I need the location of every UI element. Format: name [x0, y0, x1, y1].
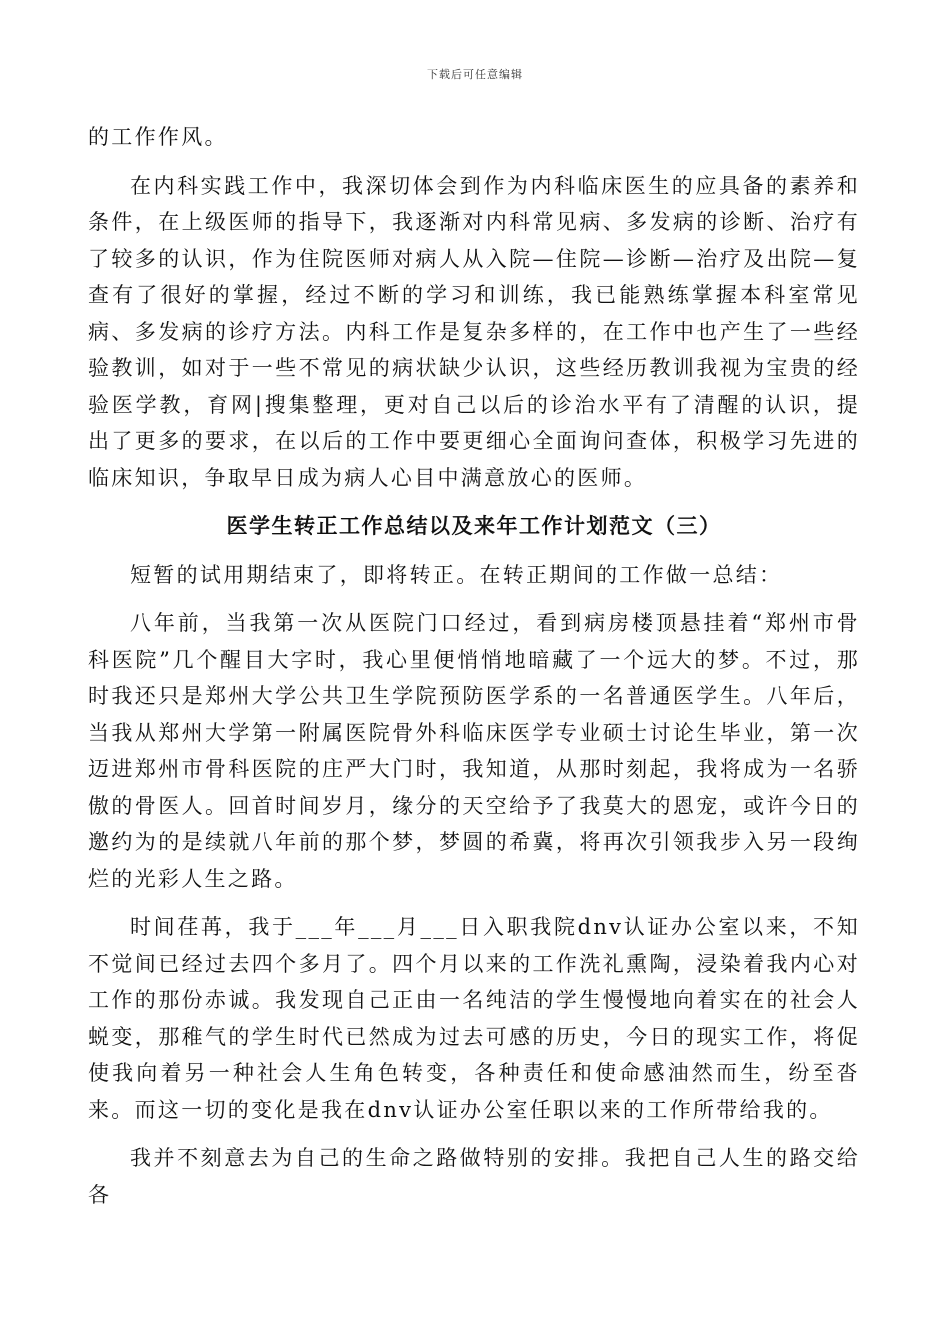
section-heading: 医学生转正工作总结以及来年工作计划范文（三）: [226, 513, 722, 538]
paragraph-time-passes: 时间荏苒，我于___年___月___日入职我院dnv认证办公室以来，不知不觉间已经过去四个多月了。四个月以来的工作洗礼熏陶，浸染着我内心对工作的那份赤诚。我发现自己正由一名纯洁的学生慢慢地向着实在的社会人蜕变，那稚气的学生时代已然成为过去可感的历史，今日的现实工作，将促使我向着另一种社会人生角色转变，各种责任和使命感油然而生，纷至沓来。而这一切的变化是我在dnv认证办公室任职以来的工作所带给我的。: [88, 915, 860, 1122]
page-header: 下载后可任意编辑: [427, 68, 523, 81]
paragraph-intro: 短暂的试用期结束了，即将转正。在转正期间的工作做一总结：: [130, 562, 783, 587]
paragraph-eight-years: 八年前，当我第一次从医院门口经过，看到病房楼顶悬挂着“郑州市骨科医院”几个醒目大字时，我心里便悄悄地暗藏了一个远大的梦。不过，那时我还只是郑州大学公共卫生学院预防医学系的一名普通医学生。八年后，当我从郑州大学第一附属医院骨外科临床医学专业硕士讨论生毕业，第一次迈进郑州市骨科医院的庄严大门时，我知道，从那时刻起，我将成为一名骄傲的骨医人。回首时间岁月，缘分的天空给予了我莫大的恩宠，或许今日的邀约为的是续就八年前的那个梦，梦圆的希冀，将再次引领我步入另一段绚烂的光彩人生之路。: [88, 611, 860, 891]
paragraph-continuation: 的工作作风。: [88, 125, 228, 149]
document-body: [88, 119, 860, 1213]
paragraph-life-path: 我并不刻意去为自己的生命之路做特别的安排。我把自己人生的路交给各: [88, 1146, 860, 1207]
paragraph-internal-medicine: 在内科实践工作中，我深切体会到作为内科临床医生的应具备的素养和条件，在上级医师的指导下，我逐渐对内科常见病、多发病的诊断、治疗有了较多的认识，作为住院医师对病人从入院—住院—诊断—治疗及出院—复查有了很好的掌握，经过不断的学习和训练，我已能熟练掌握本科室常见病、多发病的诊疗方法。内科工作是复杂多样的，在工作中也产生了一些经验教训，如对于一些不常见的病状缺少认识，这些经历教训我视为宝贵的经验医学教，育网|搜集整理，更对自己以后的诊治水平有了清醒的认识，提出了更多的要求，在以后的工作中要更细心全面询问查体，积极学习先进的临床知识，争取早日成为病人心目中满意放心的医师。: [88, 173, 860, 490]
